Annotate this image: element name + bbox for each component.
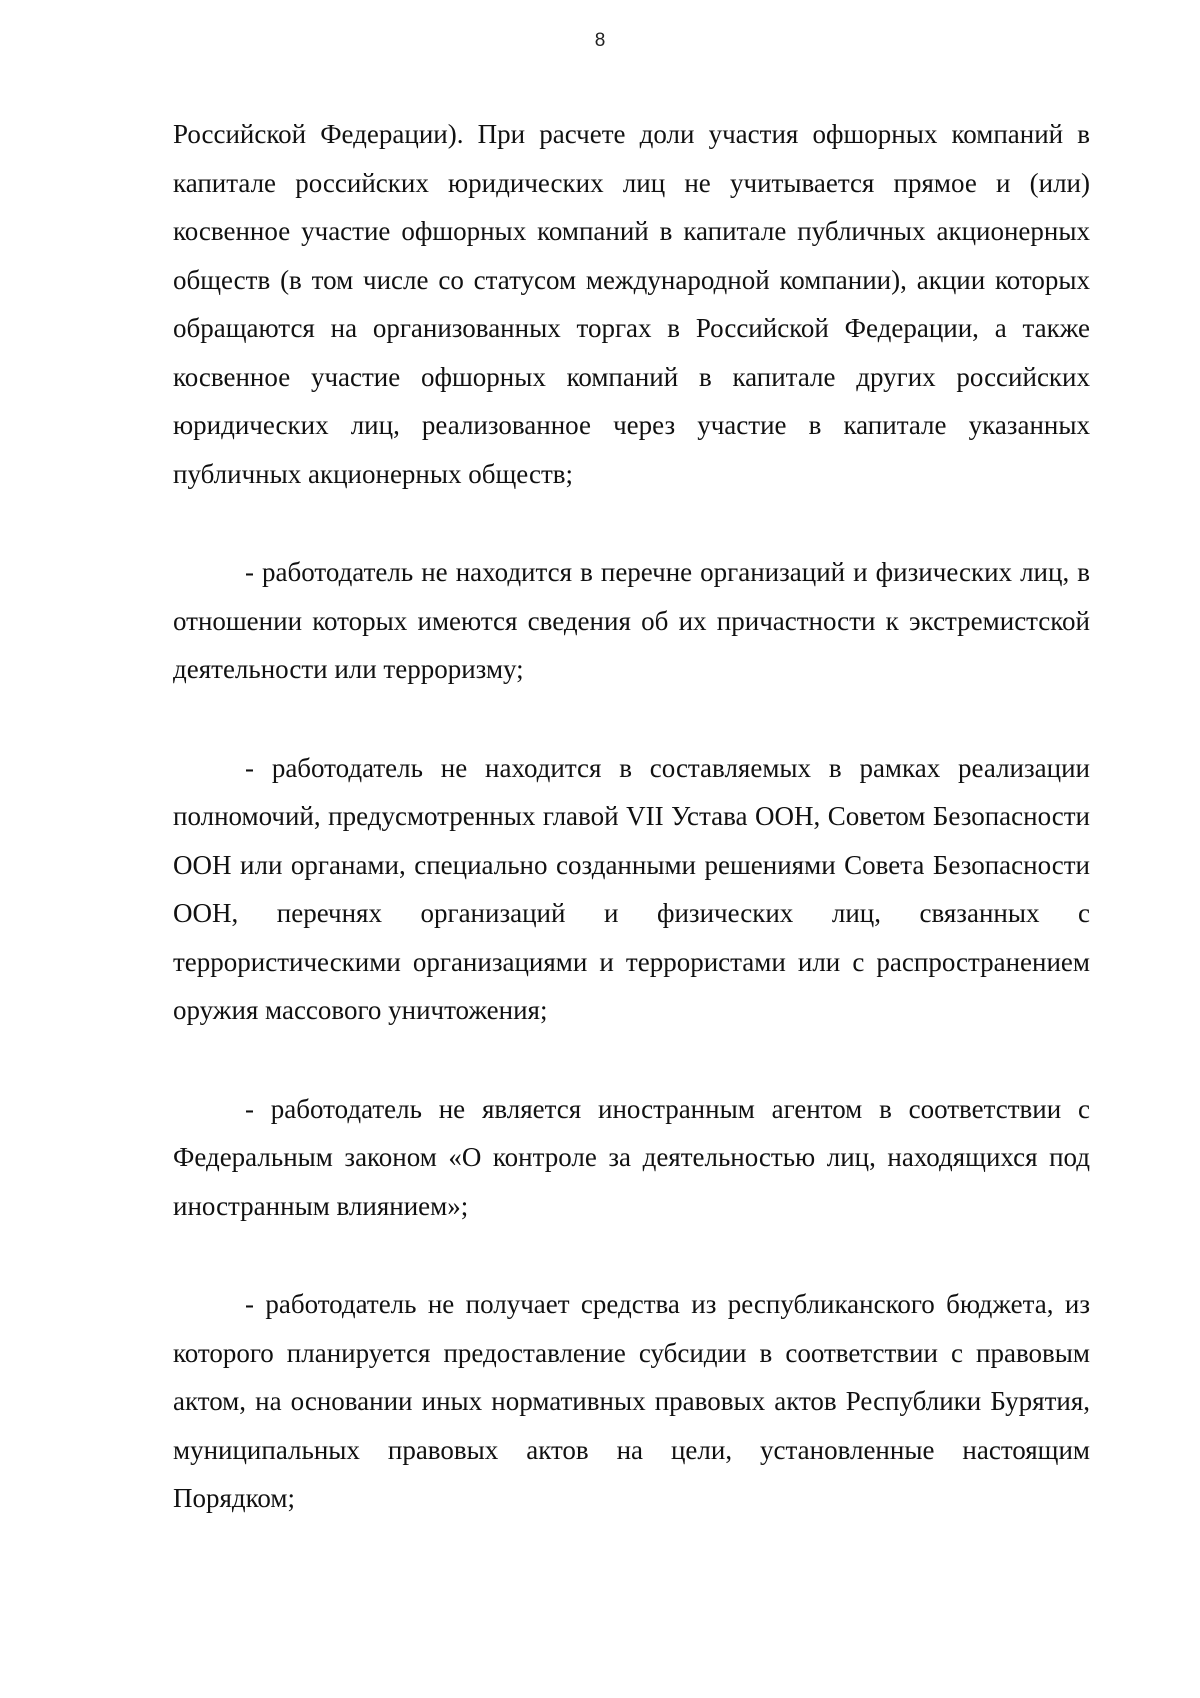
paragraph-extremism-list: - работодатель не находится в перечне организаций и физических лиц, в отношении которых имеются сведения об их причастности к экстремистской деятельности или терроризму;	[173, 557, 1090, 684]
paragraph-gap	[173, 498, 1090, 548]
page-number: 8	[594, 30, 606, 51]
paragraph-gap	[173, 1035, 1090, 1085]
paragraph-gap	[173, 694, 1090, 744]
paragraph-foreign-agent: - работодатель не является иностранным агентом в соответствии с Федеральным законом «О контроле за деятельностью лиц, находящихся под иностранным влиянием»;	[173, 1093, 1090, 1221]
paragraph-un-security-council-lists: - работодатель не находится в составляемых в рамках реализации полномочий, предусмотренных главой VII Устава ООН, Советом Безопасности ООН или органами, специально созданными решениями Совета Безопасности ООН, перечнях организаций и физических лиц, связанных с террористическими организациями и террористами или с распространением оружия массового уничтожения;	[173, 752, 1090, 1025]
paragraph-offshore-participation: Российской Федерации). При расчете доли участия офшорных компаний в капитале российских юридических лиц не учитывается прямое и (или) косвенное участие офшорных компаний в капитале публичных акционерных обществ (в том числе со статусом международной компании), акции которых обращаются на организованных торгах в Российской Федерации, а также косвенное участие офшорных компаний в капитале других российских юридических лиц, реализованное через участие в капитале указанных публичных акционерных обществ;	[173, 119, 1090, 489]
paragraph-republican-budget: - работодатель не получает средства из республиканского бюджета, из которого планируется предоставление субсидии в соответствии с правовым актом, на основании иных нормативных правовых актов Республики Бурятия, муниципальных правовых актов на цели, установленные настоящим Порядком;	[173, 1289, 1090, 1513]
paragraph-gap	[173, 1230, 1090, 1280]
document-body	[173, 110, 1090, 1523]
